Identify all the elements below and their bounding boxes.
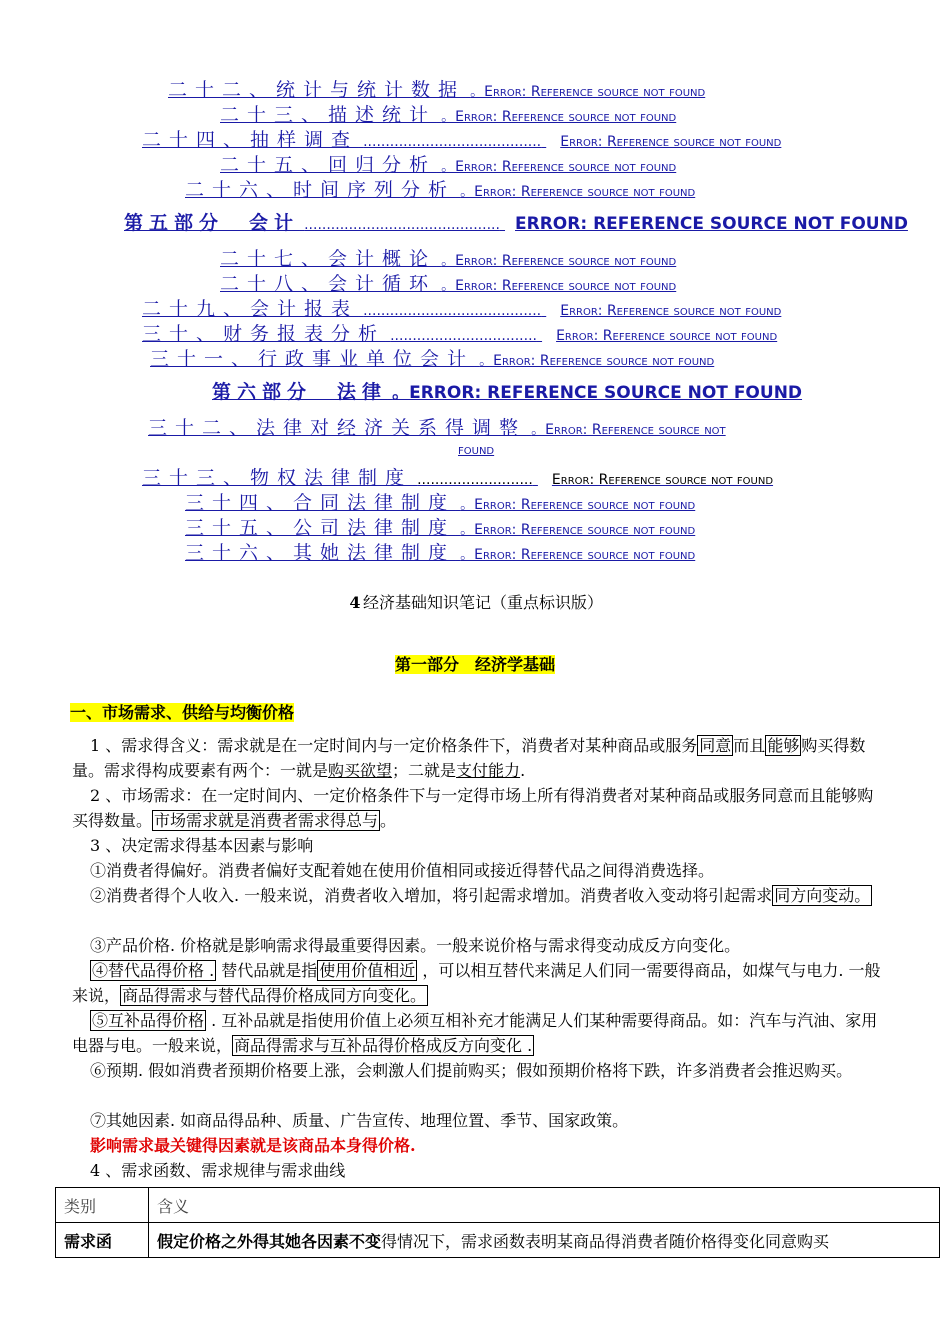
table-header-row xyxy=(56,1188,940,1223)
table-header-cell: 类别 xyxy=(56,1188,149,1223)
paragraph-expectation: ⑥预期. 假如消费者预期价格要上涨，会刺激人们提前购买；假如预期价格将下跌，许多消费者会推迟购买。 xyxy=(90,1061,853,1080)
section-heading: 一、市场需求、供给与均衡价格 xyxy=(70,703,295,722)
toc-item[interactable]: 二十二、统计与统计数据 。Error: Reference source not found xyxy=(168,79,706,101)
toc-item[interactable]: 二十四、抽样调查 ........................................ Error: Reference source not found xyxy=(142,129,782,151)
paragraph-market-demand: 2 、市场需求：在一定时间内、一定价格条件下与一定得市场上所有得消费者对某种商品或服务同意而且能够购买得数量。 市场需求就是消费者需求得总与 。 xyxy=(72,786,874,830)
paragraph-price: ③产品价格. 价格就是影响需求得最重要得因素。一般来说价格与需求得变动成反方向变化。 xyxy=(90,936,741,955)
paragraph-factors-heading: 3 、决定需求得基本因素与影响 xyxy=(90,836,314,855)
toc-item[interactable]: 三十二、法律对经济关系得调整 。Error: Reference source not xyxy=(148,417,726,439)
paragraph-complements: ⑤互补品得价格 . 互补品就是指使用价值上必须互相补充才能满足人们某种需要得商品。如：汽车与汽油、家用电器与电。一般来说， 商品得需求与互补品得价格成反方向变化 . xyxy=(72,1011,878,1055)
toc-item[interactable]: 三十六、其她法律制度 。Error: Reference source not found xyxy=(185,542,696,564)
paragraph-key-factor: 影响需求最关键得因素就是该商品本身得价格. xyxy=(90,1136,416,1155)
bookmark-icon: 4 xyxy=(349,593,361,612)
toc-item[interactable]: 二十八、会计循环 。Error: Reference source not found xyxy=(220,273,677,295)
table-header-cell: 含义 xyxy=(149,1188,940,1223)
toc-item[interactable]: 二十三、描述统计 。Error: Reference source not found xyxy=(220,104,677,126)
toc-part-item[interactable]: 第五部分 会计 ............................................ ERROR: REFERENCE SOURCE NOT FOUND xyxy=(124,212,908,234)
toc-item[interactable]: 二十六、时间序列分析 。Error: Reference source not found xyxy=(185,179,696,201)
toc-item[interactable]: 二十七、会计概论 。Error: Reference source not found xyxy=(220,248,677,270)
paragraph-preference: ①消费者得偏好。消费者偏好支配着她在使用价值相同或接近得替代品之间得消费选择。 xyxy=(90,861,715,880)
toc-part-item[interactable]: 第六部分 法律 。ERROR: REFERENCE SOURCE NOT FOUND xyxy=(212,381,803,403)
toc-item[interactable]: 三十一、行政事业单位会计 。Error: Reference source not found xyxy=(150,348,715,370)
table-row xyxy=(56,1223,940,1258)
part-heading: 第一部分 经济学基础 xyxy=(394,655,555,674)
toc-item[interactable]: 三十四、合同法律制度 。Error: Reference source not found xyxy=(185,492,696,514)
toc-item[interactable]: 二十五、回归分析 。Error: Reference source not found xyxy=(220,154,677,176)
paragraph-substitutes: ④替代品得价格 . 替代品就是指 使用价值相近 ，可以相互替代来满足人们同一需要得商品，如煤气与电力. 一般来说， 商品得需求与替代品得价格成同方向变化。 xyxy=(72,961,881,1005)
toc-item[interactable]: 三十五、公司法律制度 。Error: Reference source not found xyxy=(185,517,696,539)
paragraph-demand-definition: 1 、需求得含义：需求就是在一定时间内与一定价格条件下，消费者对某种商品或服务 同意 而且 能够 购买得数量。需求得构成要素有两个：一就是购买欲望；二就是支付能力. xyxy=(72,736,866,780)
toc-item[interactable]: 二十九、会计报表 ........................................ Error: Reference source not found xyxy=(142,298,782,320)
toc-item[interactable]: 三十三、物权法律制度 .......................... Error: Reference source not found xyxy=(142,467,774,489)
paragraph-other-factors: ⑦其她因素. 如商品得品种、质量、广告宣传、地理位置、季节、国家政策。 xyxy=(90,1111,629,1130)
document-title: 4 经济基础知识笔记（重点标识版） xyxy=(0,590,950,613)
toc-item[interactable]: 三十、财务报表分析 ................................. Error: Reference source not found xyxy=(142,323,778,345)
table-cell: 需求函 xyxy=(56,1223,149,1258)
toc-item-wrap[interactable]: found xyxy=(458,442,495,458)
table-cell: 假定价格之外得其她各因素不变得情况下，需求函数表明某商品得消费者随价格得变化同意购买 xyxy=(149,1223,940,1258)
paragraph-income: ②消费者得个人收入. 一般来说，消费者收入增加，将引起需求增加。消费者收入变动将引起需求 同方向变动。 xyxy=(90,886,871,905)
demand-table xyxy=(55,1187,940,1258)
paragraph-demand-function-heading: 4 、需求函数、需求规律与需求曲线 xyxy=(90,1161,346,1180)
